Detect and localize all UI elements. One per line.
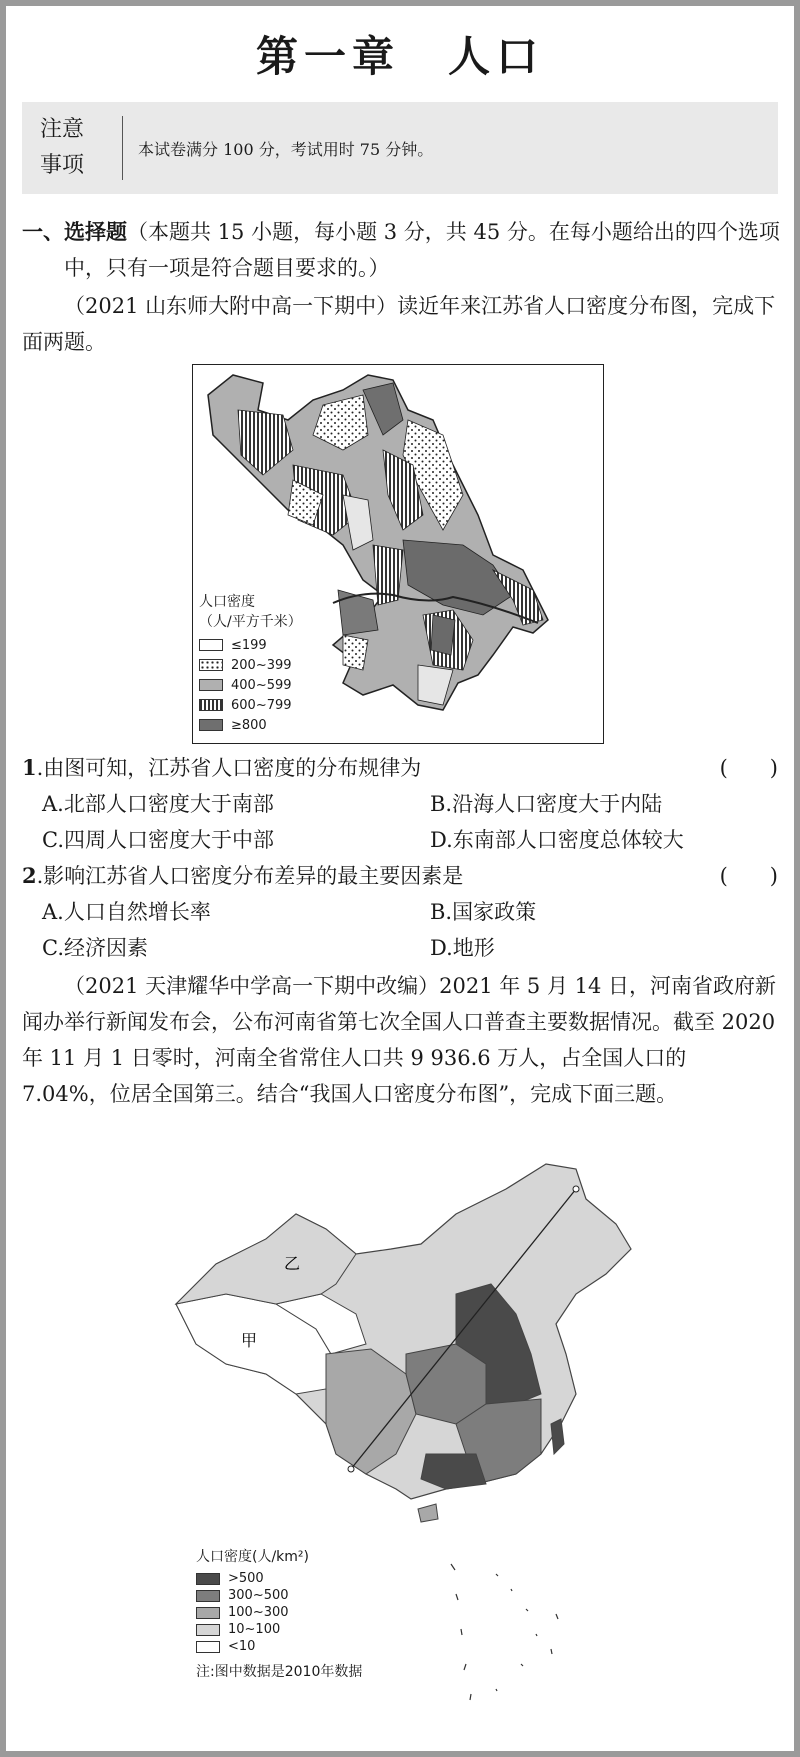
- legend-title-line1: 人口密度: [199, 594, 255, 610]
- jiangsu-density-region: [343, 635, 368, 670]
- question-number: 1: [22, 755, 37, 780]
- legend-swatch: [199, 659, 223, 671]
- passage-2: （2021 天津耀华中学高一下期中改编）2021 年 5 月 14 日，河南省政府新闻办举行新闻发布会，公布河南省第七次全国人口普查主要数据情况。截至 2020 年 11 月 1 日零时，河南全省常住人口共 9 936.6 万人，占全国人口的 7.04%，位居全国第三。结合“我国人口密度分布图”，完成下面三题。: [22, 974, 777, 1106]
- legend-label: ≥800: [231, 717, 267, 733]
- jiangsu-density-region: [338, 590, 378, 635]
- jiangsu-map-legend: [199, 591, 302, 735]
- notice-divider: [122, 116, 123, 180]
- legend-item: [196, 1604, 362, 1621]
- legend-swatch: [199, 719, 223, 731]
- legend-swatch: [196, 1624, 220, 1636]
- hainan-island: [418, 1504, 438, 1522]
- island-dashes: [451, 1564, 558, 1700]
- option-a[interactable]: A.人口自然增长率: [42, 900, 211, 924]
- question-number: 2: [22, 863, 37, 888]
- legend-swatch: [196, 1590, 220, 1602]
- legend-title-line2: （人/平方千米）: [199, 614, 302, 630]
- legend-item: [199, 675, 302, 695]
- hu-line-end-tengchong: [348, 1466, 354, 1472]
- legend-label: 10~100: [228, 1622, 281, 1637]
- map-note: 注:图中数据是2010年数据: [196, 1664, 363, 1680]
- notice-label: [40, 112, 106, 184]
- question-stem: .影响江苏省人口密度分布差异的最主要因素是: [36, 864, 464, 888]
- legend-label: <10: [228, 1639, 256, 1654]
- section-instruction: （本题共 15 小题，每小题 3 分，共 45 分。在每小题给出的四个选项中，只有一项是符合题目要求的。）: [64, 220, 780, 280]
- option-c[interactable]: C.四周人口密度大于中部: [42, 828, 274, 852]
- passage-1: （2021 山东师大附中高一下期中）读近年来江苏省人口密度分布图，完成下面两题。: [22, 294, 776, 354]
- legend-swatch: [196, 1641, 220, 1653]
- notice-text: 本试卷满分 100 分，考试用时 75 分钟。: [138, 140, 434, 159]
- option-a[interactable]: A.北部人口密度大于南部: [42, 792, 274, 816]
- option-d[interactable]: D.东南部人口密度总体较大: [430, 828, 684, 852]
- legend-swatch: [199, 679, 223, 691]
- legend-label: ≤199: [231, 637, 267, 653]
- legend-label: 600~799: [231, 697, 292, 713]
- legend-label: 100~300: [228, 1605, 289, 1620]
- answer-blank[interactable]: ( ): [719, 756, 778, 780]
- legend-item: [196, 1638, 362, 1655]
- answer-blank[interactable]: ( ): [719, 864, 778, 888]
- option-d[interactable]: D.地形: [430, 936, 495, 960]
- legend-item: [199, 655, 302, 675]
- notice-label-line2: 事项: [40, 153, 85, 178]
- page-title: 第一章 人口: [255, 32, 544, 81]
- option-b[interactable]: B.沿海人口密度大于内陆: [430, 792, 663, 816]
- legend-label: >500: [228, 1571, 264, 1586]
- question-stem: .由图可知，江苏省人口密度的分布规律为: [36, 756, 422, 780]
- china-map-svg: [156, 1154, 656, 1594]
- legend-label: 400~599: [231, 677, 292, 693]
- jiangsu-density-region: [431, 615, 455, 655]
- legend-swatch: [199, 639, 223, 651]
- question-1: [22, 750, 778, 786]
- legend-swatch: [199, 699, 223, 711]
- page: [6, 6, 794, 1751]
- legend-item: [196, 1570, 362, 1587]
- region-label-jia: 甲: [241, 1331, 258, 1350]
- section-heading: 一、选择题: [22, 219, 127, 244]
- legend-item: [199, 715, 302, 735]
- option-b[interactable]: B.国家政策: [430, 900, 537, 924]
- section-heading-block: [22, 214, 800, 286]
- jiangsu-density-map: [192, 364, 604, 744]
- legend-swatch: [196, 1607, 220, 1619]
- china-map-legend: [196, 1546, 362, 1681]
- south-china-sea-islands: [436, 1554, 586, 1724]
- legend-label: 200~399: [231, 657, 292, 673]
- china-density-map: [156, 1154, 656, 1724]
- legend-item: [199, 635, 302, 655]
- notice-box: [22, 102, 778, 194]
- legend-swatch: [196, 1573, 220, 1585]
- legend-item: [199, 695, 302, 715]
- hu-line-end-heihe: [573, 1186, 579, 1192]
- question-2: [22, 858, 778, 894]
- notice-label-line1: 注意: [40, 117, 85, 142]
- taiwan-island: [551, 1419, 564, 1454]
- legend-title: 人口密度(人/km²): [196, 1549, 309, 1565]
- legend-label: 300~500: [228, 1588, 289, 1603]
- legend-item: [196, 1621, 362, 1638]
- legend-item: [196, 1587, 362, 1604]
- option-c[interactable]: C.经济因素: [42, 936, 148, 960]
- region-label-yi: 乙: [284, 1254, 301, 1273]
